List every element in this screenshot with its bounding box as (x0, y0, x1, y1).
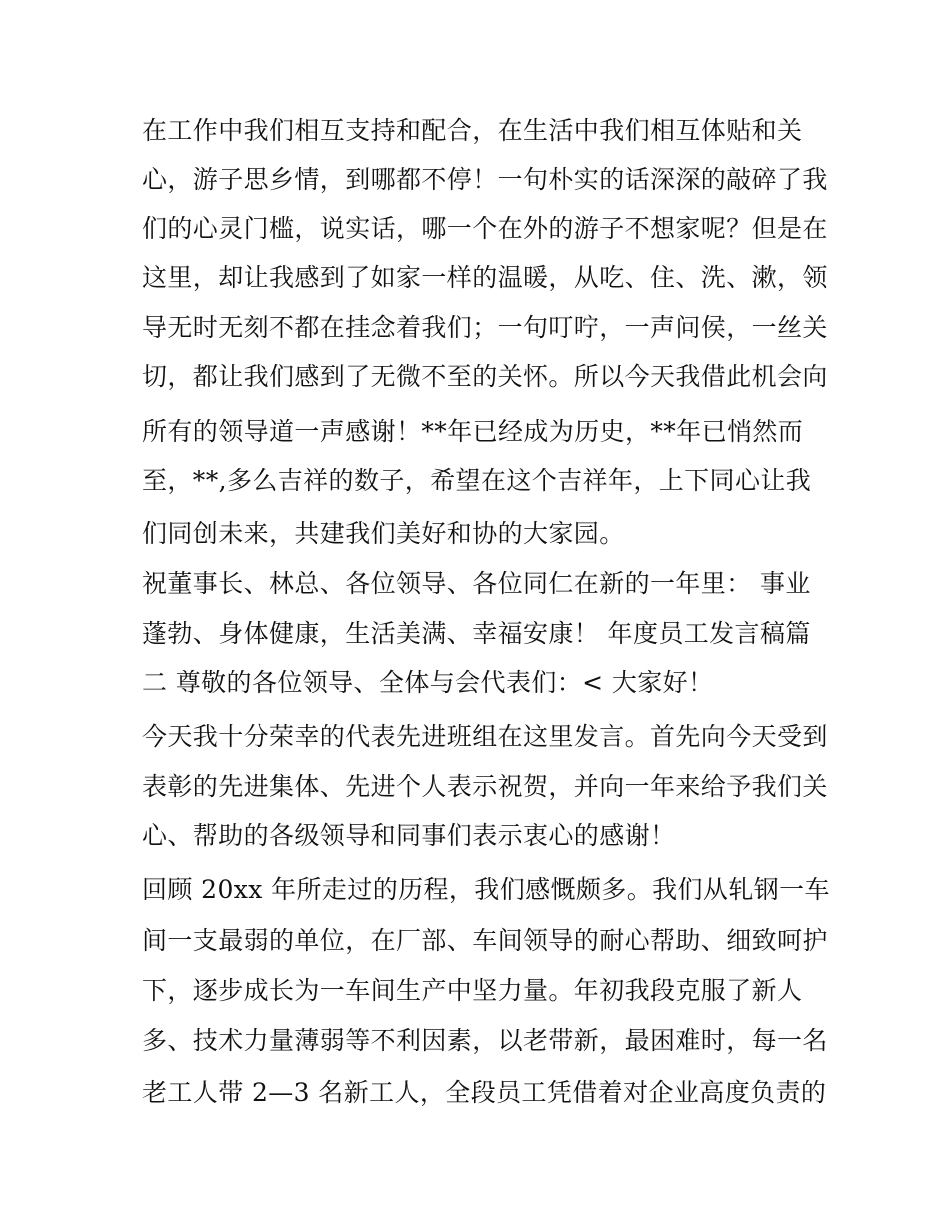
text-line: 回顾 20xx 年所走过的历程，我们感慨颇多。我们从轧钢一车 (142, 875, 830, 904)
text-line: 今天我十分荣幸的代表先进班组在这里发言。首先向今天受到 (142, 722, 828, 751)
text-line: 在工作中我们相互支持和配合，在生活中我们相互体贴和关 (142, 116, 803, 145)
text-line: 们同创未来，共建我们美好和协的大家园。 (142, 519, 625, 548)
text-line: 切，都让我们感到了无微不至的关怀。所以今天我借此机会向 (142, 362, 828, 391)
text-line: 们的心灵门槛，说实话，哪一个在外的游子不想家呢？但是在 (142, 214, 828, 243)
text-line: 这里，却让我感到了如家一样的温暖，从吃、住、洗、漱，领 (142, 263, 828, 292)
text-line: 心、帮助的各级领导和同事们表示衷心的感谢！ (142, 821, 676, 850)
text-line: 祝董事长、林总、各位领导、各位同仁在新的一年里： 事业 (142, 569, 811, 598)
text-line: 至，**,多么吉祥的数子，希望在这个吉祥年，上下同心让我 (142, 466, 812, 495)
text-line: 所有的领导道一声感谢！**年已经成为历史，**年已悄然而 (142, 417, 804, 446)
text-line: 老工人带 2—3 名新工人，全段员工凭借着对企业高度负责的 (142, 1078, 827, 1107)
text-line: 多、技术力量薄弱等不利因素，以老带新，最困难时，每一名 (142, 1026, 828, 1055)
text-line: 下，逐步成长为一车间生产中坚力量。年初我段克服了新人 (142, 976, 803, 1005)
text-line: 二 尊敬的各位领导、全体与会代表们：< 大家好！ (142, 668, 714, 697)
text-line: 蓬勃、身体健康，生活美满、幸福安康！ 年度员工发言稿篇 (142, 619, 811, 648)
text-line: 间一支最弱的单位，在厂部、车间领导的耐心帮助、细致呵护 (142, 926, 828, 955)
text-line: 导无时无刻不都在挂念着我们；一句叮咛，一声问侯，一丝关 (142, 313, 828, 342)
text-line: 心，游子思乡情，到哪都不停！一句朴实的话深深的敲碎了我 (142, 165, 828, 194)
text-line: 表彰的先进集体、先进个人表示祝贺，并向一年来给予我们关 (142, 772, 828, 801)
